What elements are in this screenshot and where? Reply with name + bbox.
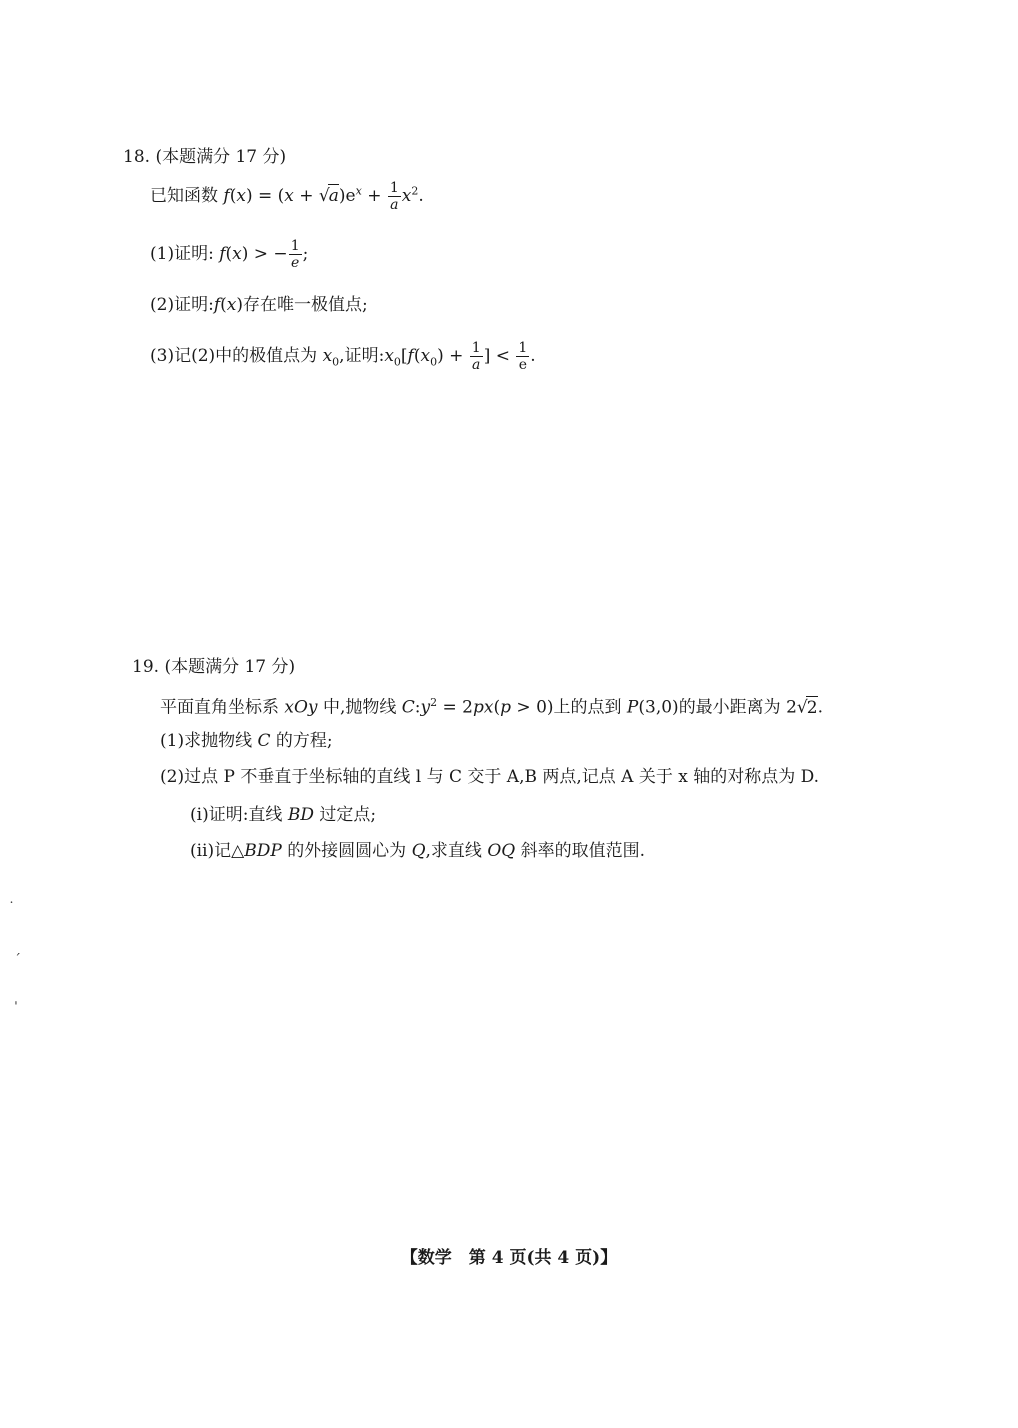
q19-stem-b: 中,抛物线	[322, 697, 397, 718]
q19-sub-i: (ⅰ)证明:直线 BD 过定点;	[190, 805, 377, 825]
q19-sub-i-suffix: 过定点;	[319, 805, 377, 825]
q19-stem: 平面直角坐标系 xOy 中,抛物线 $C:y^2 = 2px(p > 0)$上的点到 P(3,0)的最小距离为 2√2.	[160, 696, 823, 718]
q18-part1: (1)证明: f(x) > − $\frac{1}{e}$ ;	[150, 238, 309, 271]
q18-part2-suffix: 存在唯一极值点;	[242, 295, 368, 315]
q19-sub-ii-suffix: 斜率的取值范围.	[520, 841, 646, 861]
q18-part3-prefix: (3)记(2)中的极值点为	[150, 346, 318, 366]
scan-mark: ˈ	[14, 1000, 18, 1016]
q19-sub-ii-mid2: ,求直线	[425, 841, 482, 861]
q19-sub-ii: (ⅱ)记△BDP 的外接圆圆心为 Q,求直线 OQ 斜率的取值范围.	[190, 841, 646, 861]
q19-sub-i-prefix: (ⅰ)证明:直线	[190, 805, 283, 825]
q18-part2-prefix: (2)证明:	[150, 295, 214, 315]
q18-stem-prefix: 已知函数	[150, 186, 218, 206]
scan-mark: ˙	[8, 900, 15, 916]
q19-stem-c: 上的点到	[553, 697, 622, 718]
q18-part3-mid: ,证明:	[339, 346, 385, 366]
q19-part1: (1)求抛物线 C 的方程;	[160, 731, 333, 751]
q18-stem: 已知函数 $f(x) = (x + √a)e^x$ + $\frac{1}{a}$ $x^2$.	[150, 180, 424, 213]
q18-part2: (2)证明:f(x)存在唯一极值点;	[150, 295, 368, 315]
q19-part2: (2)过点 P 不垂直于坐标轴的直线 l 与 C 交于 A,B 两点,记点 A 关于 x 轴的对称点为 D.	[160, 767, 820, 787]
page-footer: 【数学 第 4 页(共 4 页)】	[400, 1248, 618, 1268]
q19-sub-ii-mid: 的外接圆圆心为	[287, 841, 407, 861]
q19-stem-d: 的最小距离为	[678, 697, 781, 718]
q19-stem-a: 平面直角坐标系	[160, 697, 279, 718]
q18-part1-prefix: (1)证明:	[150, 244, 214, 264]
q19-part1-b: 的方程;	[275, 731, 333, 751]
q19-part1-a: (1)求抛物线	[160, 731, 253, 751]
q19-header: 19. (本题满分 17 分)	[132, 657, 296, 677]
q19-sub-ii-prefix: (ⅱ)记△	[190, 841, 245, 861]
scan-mark: ˊ	[14, 952, 21, 968]
q18-part3: (3)记(2)中的极值点为 $x_0$,证明$:x_0[f(x_0)$ + $\frac{1}{a}$ ] < $\frac{1}{e}$ .	[150, 340, 536, 373]
q18-header: 18. (本题满分 17 分)	[123, 147, 287, 167]
